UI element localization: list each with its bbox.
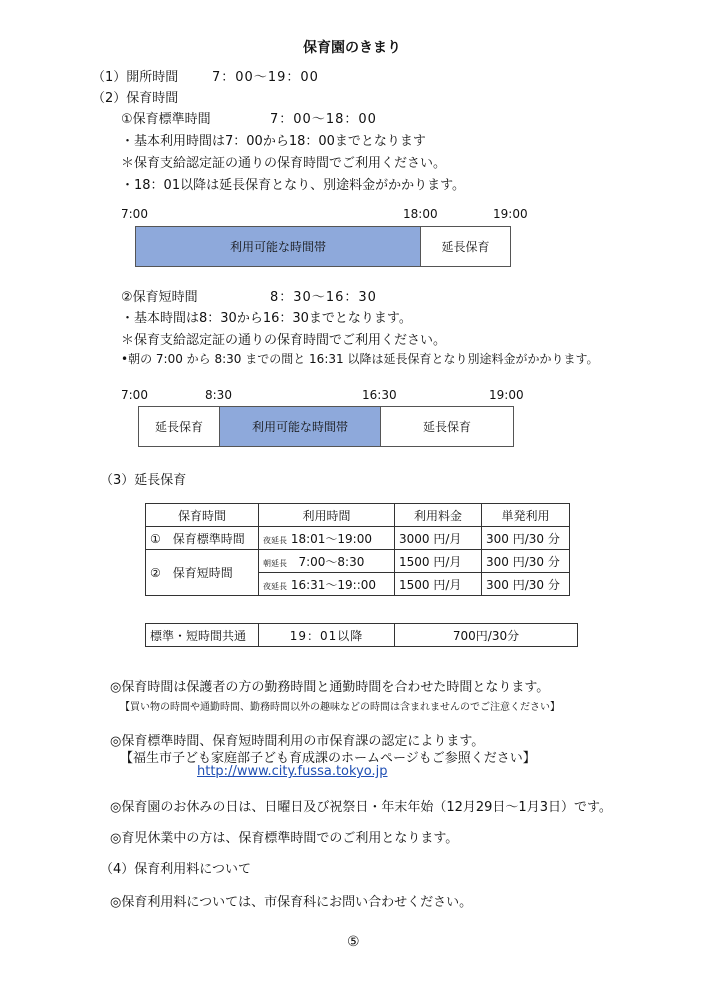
common-time-cell: 19：01以降 <box>259 624 395 647</box>
fee-cell: 1500 円/月 <box>395 573 482 596</box>
table-header: 利用料金 <box>395 504 482 527</box>
opening-hours-label: （1）開所時間 <box>92 70 179 85</box>
timeline-tick: 18:00 <box>403 207 438 221</box>
city-website-link[interactable]: http://www.city.fussa.tokyo.jp <box>197 764 388 779</box>
short-note-2: ＊保育支給認定証の通りの保育時間でご利用ください。 <box>121 333 447 348</box>
single-use-cell: 300 円/30 分 <box>482 573 570 596</box>
extension-segment: 延長保育 <box>154 420 203 434</box>
standard-note-2: ＊保育支給認定証の通りの保育時間でご利用ください。 <box>121 156 447 171</box>
extension-segment: 延長保育 <box>380 407 513 446</box>
note-certification: ◎保育標準時間、保育短時間利用の市保育課の認定によります。 <box>110 734 485 749</box>
short-note-1: ・基本時間は8：30から16：30までとなります。 <box>121 311 412 326</box>
time-tag: 夜延長 <box>263 535 287 545</box>
time-cell <box>259 527 395 550</box>
time-cell <box>259 573 395 596</box>
fee-section-label: （4）保育利用料について <box>100 862 252 877</box>
short-hours-label: ②保育短時間 <box>121 290 198 305</box>
time-range: 16:31～19::00 <box>290 577 377 592</box>
extended-care-table <box>145 503 570 596</box>
standard-note-1: ・基本利用時間は7：00から18：00までとなります <box>121 134 426 149</box>
page-title: 保育園のきまり <box>303 40 401 56</box>
single-use-cell: 300 円/30 分 <box>482 527 570 550</box>
timeline-tick: 19:00 <box>489 388 524 402</box>
time-tag: 夜延長 <box>263 581 287 591</box>
standard-timeline-bar <box>135 226 511 267</box>
time-tag: 朝延長 <box>263 558 287 568</box>
timeline-tick: 7:00 <box>121 388 148 402</box>
time-cell <box>259 550 395 573</box>
table-header-row <box>146 504 570 527</box>
fee-cell: 1500 円/月 <box>395 550 482 573</box>
timeline-tick: 19:00 <box>493 207 528 221</box>
short-hours-time: 8：30～16：30 <box>270 290 377 305</box>
common-fee-cell: 700円/30分 <box>395 624 578 647</box>
table-header: 単発利用 <box>482 504 570 527</box>
table-row <box>146 550 570 573</box>
short-timeline-bar <box>138 406 514 447</box>
short-note-3: •朝の 7:00 から 8:30 までの間と 16:31 以降は延長保育となり別途料金がかかります。 <box>121 352 599 366</box>
timeline-tick: 16:30 <box>362 388 397 402</box>
common-extension-table <box>145 623 578 647</box>
care-hours-label: （2）保育時間 <box>92 91 179 106</box>
timeline-tick: 7:00 <box>121 207 148 221</box>
available-segment: 利用可能な時間帯 <box>219 407 380 446</box>
time-range: 7:00～8:30 <box>298 554 365 569</box>
opening-hours-time: 7：00～19：00 <box>212 70 319 85</box>
standard-note-3: ・18：01以降は延長保育となり、別途料金がかかります。 <box>121 178 466 193</box>
care-type-cell: ② 保育短時間 <box>146 550 259 596</box>
note-certification-detail: 【福生市子ども家庭部子ども育成課のホームページもご参照ください】 <box>120 751 536 766</box>
fee-section-text: ◎保育利用料については、市保育科にお問い合わせください。 <box>110 895 473 910</box>
note-care-hours-detail: 【買い物の時間や通勤時間、勤務時間以外の趣味などの時間は含まれませんのでご注意ください】 <box>120 702 560 713</box>
care-type-cell: ① 保育標準時間 <box>146 527 259 550</box>
table-row <box>146 624 578 647</box>
extension-segment: 延長保育 <box>420 227 510 266</box>
table-header: 利用時間 <box>259 504 395 527</box>
single-use-cell: 300 円/30 分 <box>482 550 570 573</box>
common-type-cell: 標準・短時間共通 <box>146 624 259 647</box>
timeline-tick: 8:30 <box>205 388 232 402</box>
time-range: 18:01～19:00 <box>290 531 372 546</box>
note-care-hours: ◎保育時間は保護者の方の勤務時間と通勤時間を合わせた時間となります。 <box>110 680 550 695</box>
standard-hours-label: ①保育標準時間 <box>121 112 211 127</box>
table-row <box>146 527 570 550</box>
fee-cell: 3000 円/月 <box>395 527 482 550</box>
note-parental-leave: ◎育児休業中の方は、保育標準時間でのご利用となります。 <box>110 831 459 846</box>
extended-care-label: （3）延長保育 <box>100 473 187 488</box>
available-segment: 利用可能な時間帯 <box>136 227 420 266</box>
note-holidays: ◎保育園のお休みの日は、日曜日及び祝祭日・年末年始（12月29日～1月3日）です。 <box>110 800 612 815</box>
page-number: ⑤ <box>347 934 360 950</box>
standard-hours-time: 7：00～18：00 <box>270 112 377 127</box>
table-header: 保育時間 <box>146 504 259 527</box>
